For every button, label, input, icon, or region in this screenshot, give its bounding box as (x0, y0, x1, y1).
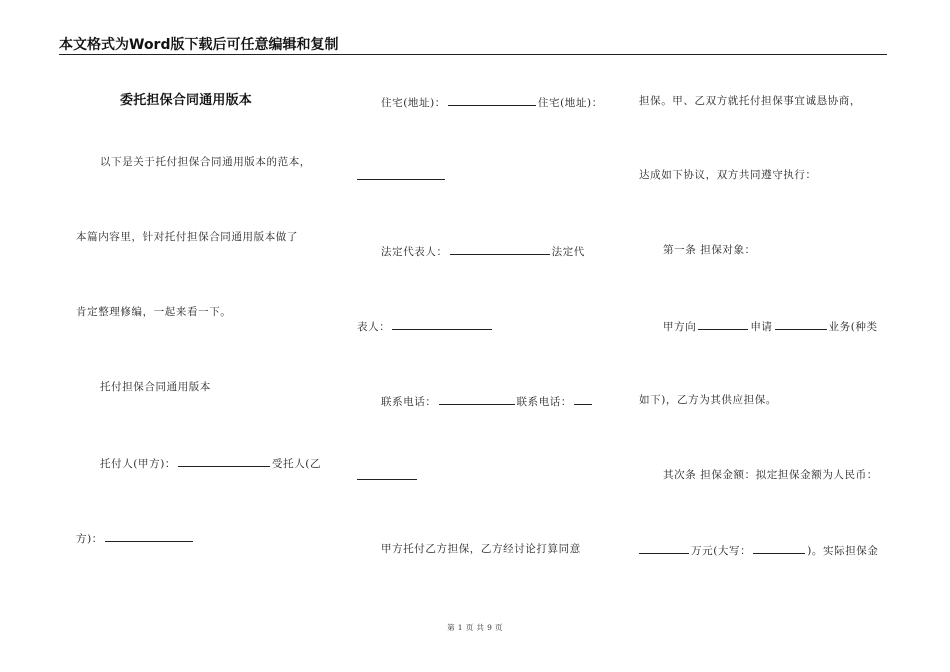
address-a-blank[interactable] (448, 94, 536, 106)
phone-a-label: 联系电话： (381, 396, 437, 408)
phone-b-line (357, 468, 419, 484)
page-header (59, 32, 887, 55)
a2-unit: 万元(大写： (691, 545, 752, 557)
party-line (76, 455, 321, 471)
intro-line-3: 肯定整理修编，一起来看一下。 (76, 306, 232, 318)
intro-line-1: 以下是关于托付担保合同通用版本的范本， (100, 156, 311, 168)
article-1-heading: 第一条 担保对象： (663, 244, 756, 256)
phone-a-blank[interactable] (439, 393, 515, 405)
party-b-blank[interactable] (105, 530, 193, 542)
address-b-label: 住宅(地址)： (537, 97, 603, 109)
a1-bank-blank[interactable] (698, 318, 748, 330)
address-a-label: 住宅(地址)： (381, 97, 446, 109)
party-b-label: 受托人(乙 (272, 458, 322, 470)
party-b-line (76, 530, 195, 546)
article-2-line (639, 542, 879, 558)
paragraph-cont-2: 达成如下协议，双方共同遵守执行： (639, 169, 817, 181)
phone-b-blank[interactable] (574, 393, 592, 405)
a1-prefix: 甲方向 (663, 321, 697, 333)
address-line (357, 94, 603, 110)
a2-amount-blank[interactable] (639, 542, 689, 554)
intro-line-2: 本篇内容里，针对托付担保合同通用版本做了 (76, 231, 298, 243)
article-1-cont: 如下)，乙方为其供应担保。 (639, 394, 777, 406)
phone-line (357, 393, 594, 409)
address-b-line (357, 168, 447, 184)
legal-rep-b-blank[interactable] (392, 318, 492, 330)
phone-b-blank-cont[interactable] (357, 468, 417, 480)
paragraph-start: 甲方托付乙方担保，乙方经讨论打算同意 (381, 543, 581, 555)
legal-rep-a-label: 法定代表人： (381, 246, 448, 258)
contract-subtitle: 托付担保合同通用版本 (100, 381, 211, 393)
phone-b-label: 联系电话： (516, 396, 572, 408)
a1-business-blank[interactable] (775, 318, 827, 330)
legal-rep-a-blank[interactable] (450, 243, 550, 255)
article-1-line (639, 318, 878, 334)
party-a-label: 托付人(甲方)： (100, 458, 176, 470)
a1-mid: 申请 (750, 321, 773, 333)
legal-rep-line (357, 243, 585, 259)
paragraph-cont-1: 担保。甲、乙双方就托付担保事宜诚恳协商， (639, 95, 861, 107)
article-2-heading: 其次条 担保金额：拟定担保金额为人民币： (663, 469, 878, 481)
a2-capital-blank[interactable] (753, 542, 805, 554)
a1-suffix: 业务(种类 (828, 321, 878, 333)
a2-suffix: )。实际担保金 (807, 545, 879, 557)
header-text: 本文格式为Word版下载后可任意编辑和复制 (59, 37, 339, 53)
legal-rep-b-label: 法定代 (551, 246, 585, 258)
document-title: 委托担保合同通用版本 (120, 93, 253, 108)
party-a-blank[interactable] (178, 455, 270, 467)
party-b-cont: 方)： (76, 533, 103, 545)
page-footer: 第 1 页 共 9 页 (447, 623, 503, 632)
legal-rep-b-cont: 表人： (357, 321, 391, 333)
address-b-blank[interactable] (357, 168, 445, 180)
legal-rep-b-line (357, 318, 494, 334)
